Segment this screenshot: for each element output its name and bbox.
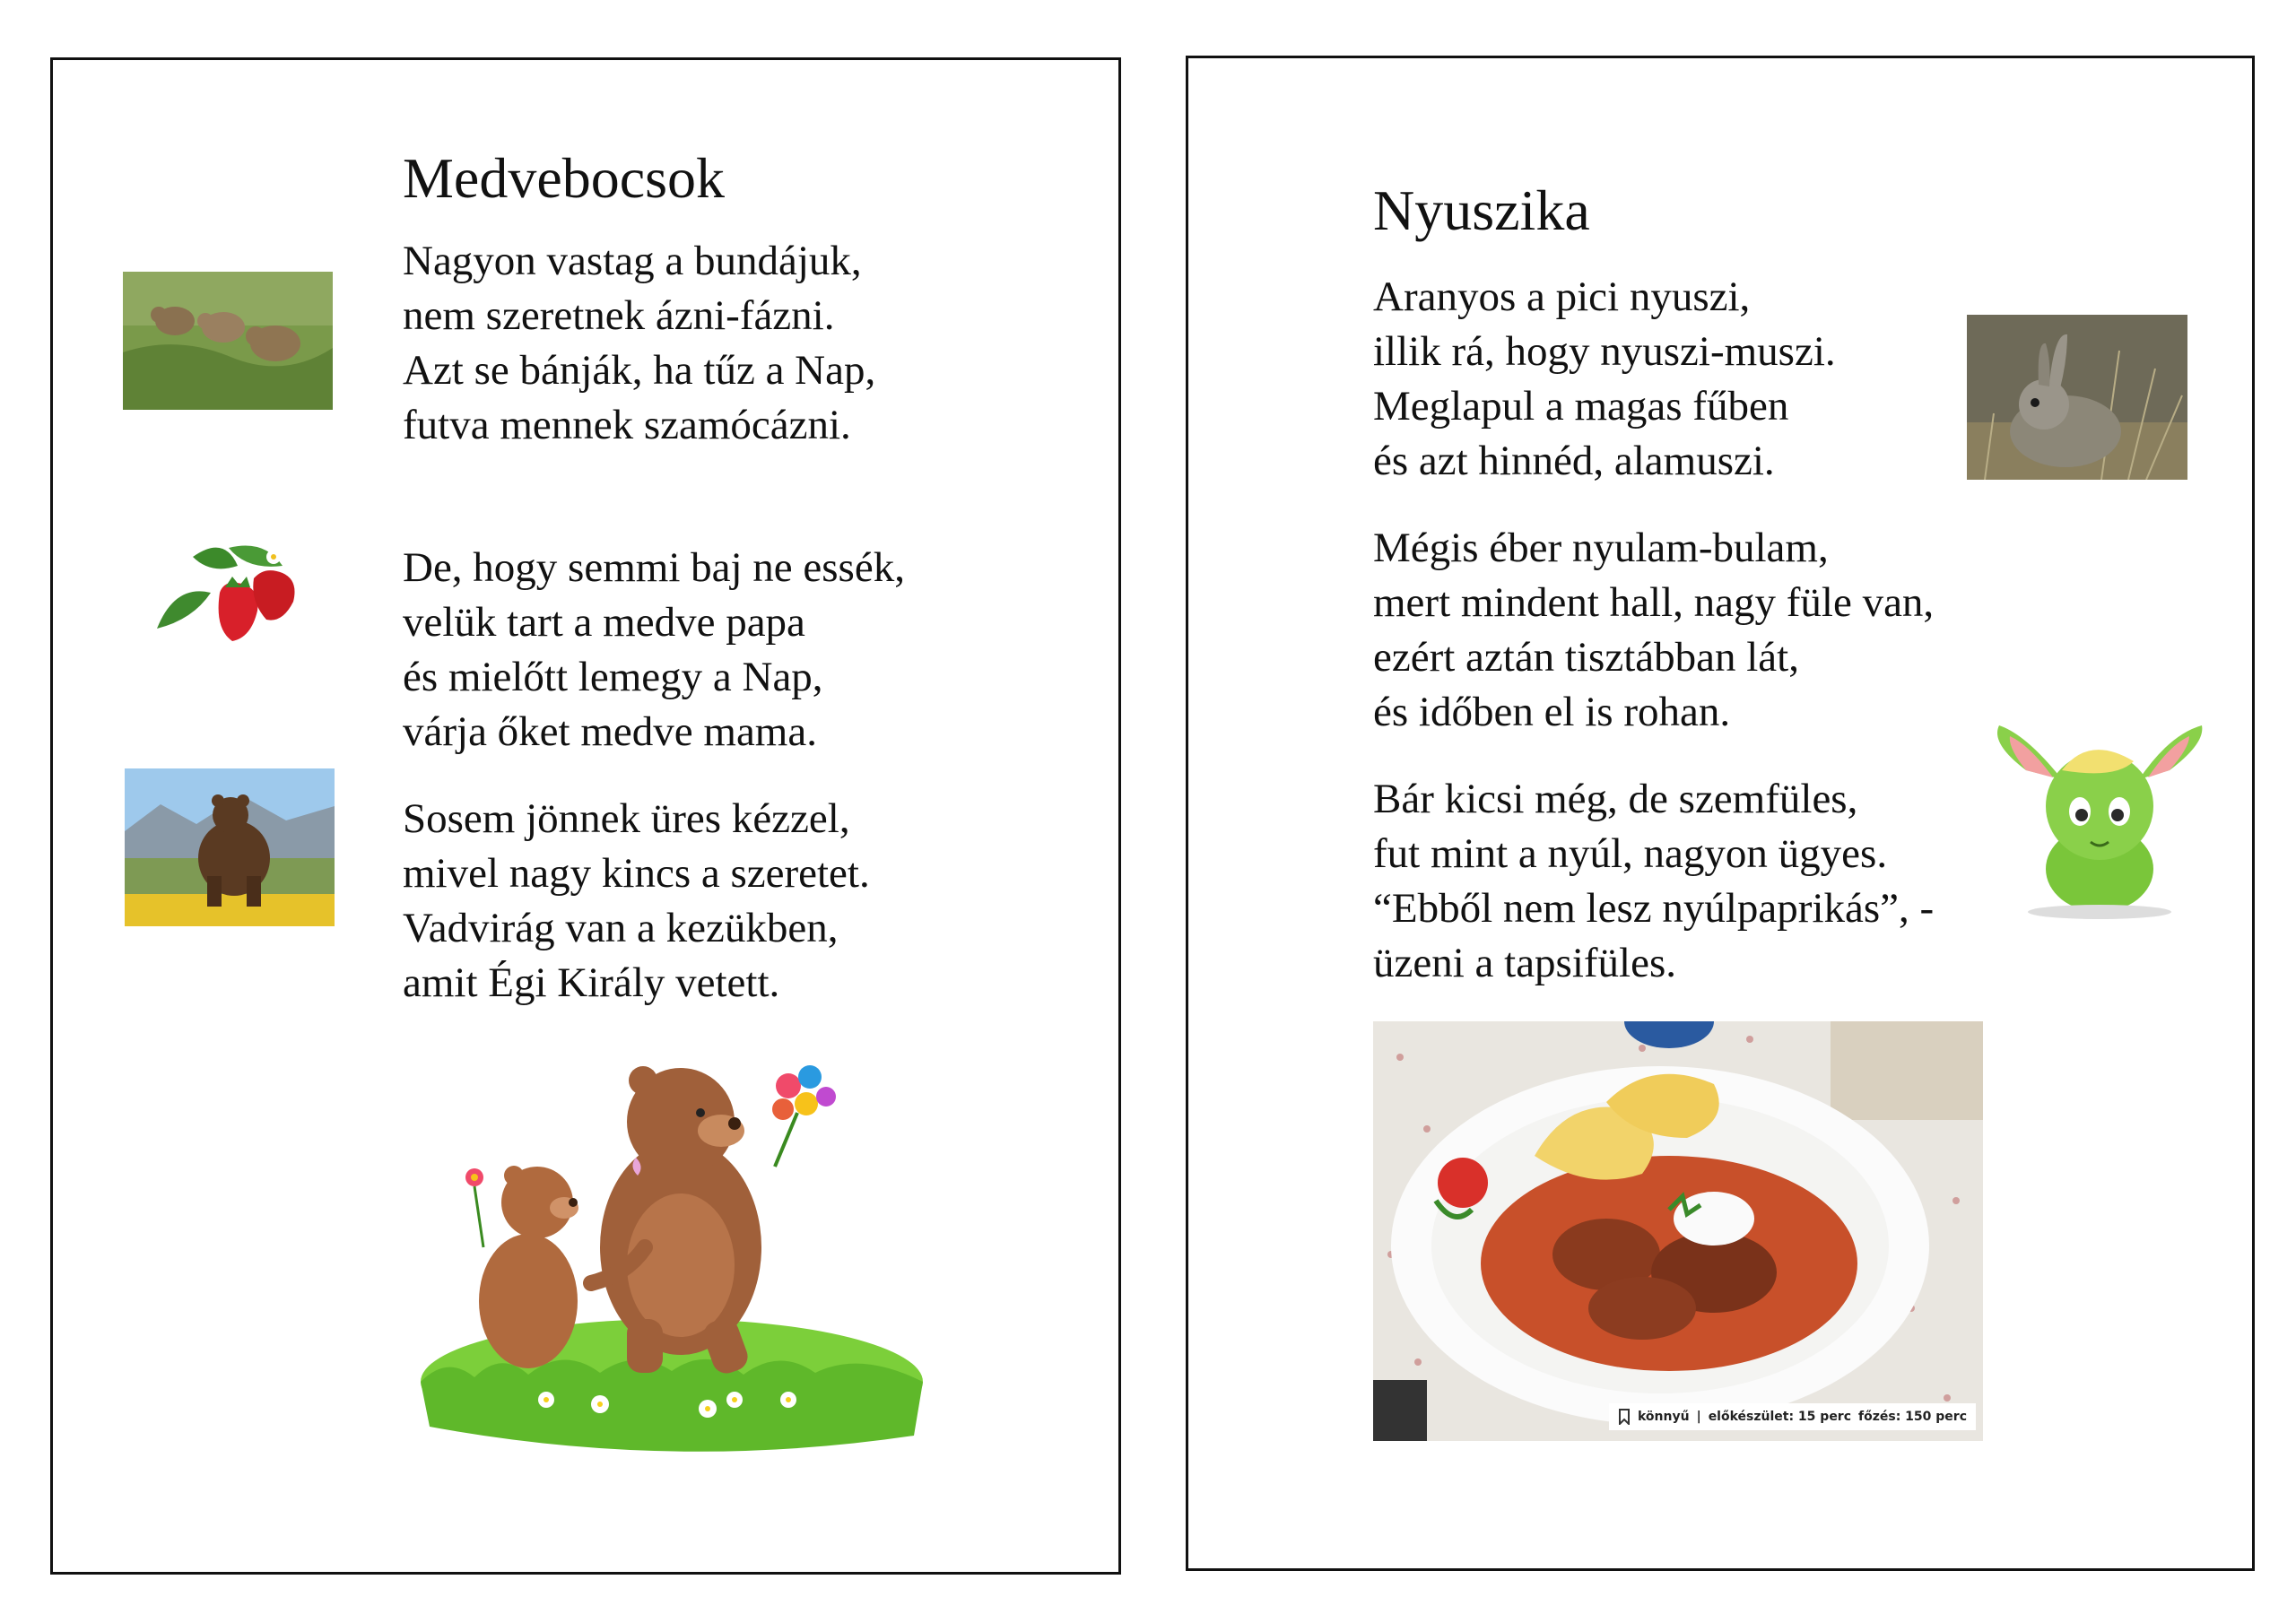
poem-line: nem szeretnek ázni-fázni. (403, 292, 835, 339)
separator: | (1696, 1410, 1701, 1424)
page-nyuszika (1186, 56, 2255, 1571)
poem-line: velük tart a medve papa (403, 599, 805, 646)
stanza-2 (403, 541, 905, 759)
poem-line: Aranyos a pici nyuszi, (1373, 273, 1751, 320)
poem-line: és időben el is rohan. (1373, 689, 1731, 735)
poem-line: Mégis éber nyulam-bulam, (1373, 525, 1829, 571)
rabbit-photo (1967, 315, 2187, 480)
poem-line: Sosem jönnek üres kézzel, (403, 795, 850, 842)
poem-line: Vadvirág van a kezükben, (403, 905, 839, 951)
difficulty-label: könnyű (1637, 1410, 1690, 1424)
poem-line: amit Égi Király vetett. (403, 959, 780, 1006)
poem-line: illik rá, hogy nyuszi-muszi. (1373, 328, 1836, 375)
bookmark-icon (1618, 1409, 1631, 1425)
poem-title: Nyuszika (1373, 178, 1590, 242)
brown-bear-photo (125, 768, 335, 926)
cook-time: főzés: 150 perc (1858, 1410, 1967, 1424)
poem-line: és mielőtt lemegy a Nap, (403, 654, 823, 700)
poem-line: “Ebből nem lesz nyúlpaprikás”, - (1373, 885, 1935, 932)
stanza-2 (1373, 521, 1934, 740)
stanza-1 (403, 234, 875, 453)
poem-line: Meglapul a magas fűben (1373, 383, 1789, 430)
poem-line: De, hogy semmi baj ne essék, (403, 544, 905, 591)
green-bunny-cartoon (1990, 707, 2211, 923)
poem-line: mivel nagy kincs a szeretet. (403, 850, 870, 897)
bears-with-flowers-illustration (412, 1023, 941, 1486)
poem-line: várja őket medve mama. (403, 708, 817, 755)
page-medvebocsok (50, 57, 1121, 1575)
poem-line: fut mint a nyúl, nagyon ügyes. (1373, 830, 1888, 877)
poem-line: ezért aztán tisztábban lát, (1373, 634, 1799, 681)
poem-title: Medvebocsok (403, 146, 726, 210)
bear-cubs-photo (123, 272, 333, 410)
poem-line: mert mindent hall, nagy füle van, (1373, 579, 1935, 626)
poem-line: Nagyon vastag a bundájuk, (403, 238, 862, 284)
stanza-3 (403, 792, 870, 1011)
poem-line: üzeni a tapsifüles. (1373, 940, 1677, 986)
strawberries-photo (139, 530, 322, 647)
poem-line: Bár kicsi még, de szemfüles, (1373, 776, 1858, 822)
prep-time: előkészület: 15 perc (1708, 1410, 1852, 1424)
rabbit-stew-dish-photo (1373, 1021, 1983, 1441)
stanza-3 (1373, 772, 1934, 991)
poem-line: és azt hinnéd, alamuszi. (1373, 438, 1775, 484)
poem-line: futva mennek szamócázni. (403, 402, 851, 448)
recipe-info-bar (1609, 1403, 1976, 1430)
poem-line: Azt se bánják, ha tűz a Nap, (403, 347, 876, 394)
stanza-1 (1373, 270, 1836, 489)
